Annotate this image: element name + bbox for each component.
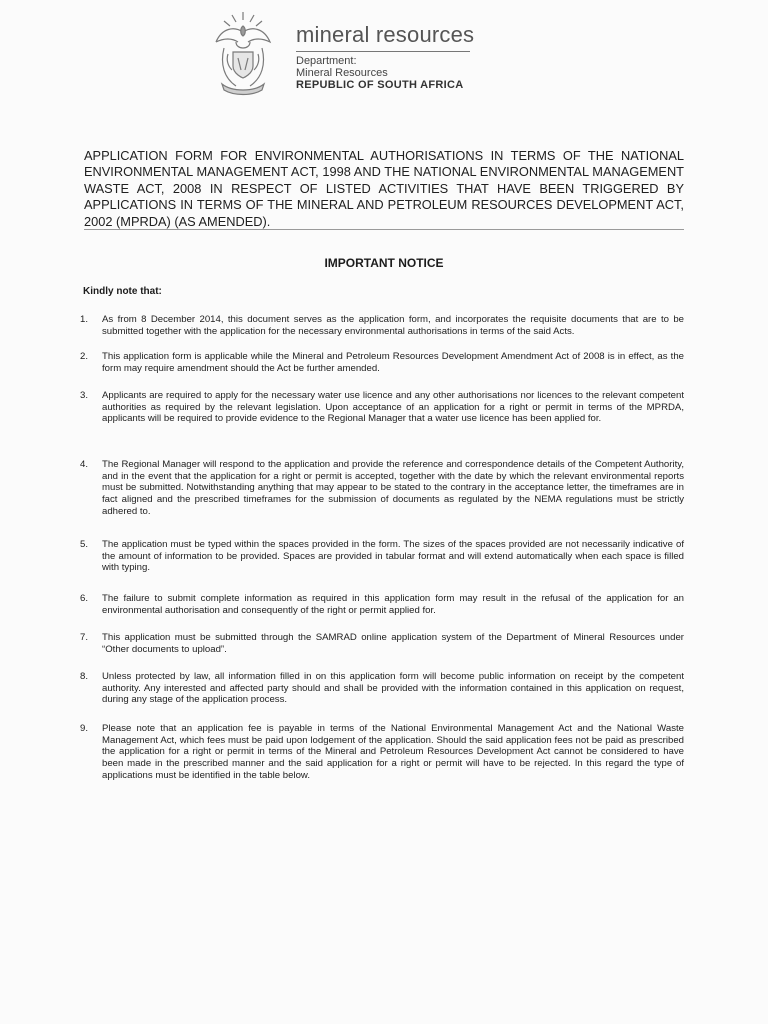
notice-item bbox=[80, 314, 684, 337]
letterhead-divider bbox=[296, 51, 470, 52]
notice-item bbox=[80, 459, 684, 518]
notice-item bbox=[80, 351, 684, 374]
notice-number: 5. bbox=[80, 539, 89, 550]
notice-item bbox=[80, 723, 684, 782]
notice-item bbox=[80, 632, 684, 655]
coat-of-arms-icon bbox=[210, 8, 276, 98]
notice-text: This application must be submitted through the SAMRAD online application system of the Department of Mineral Resources under “Other documents to upload”. bbox=[102, 632, 684, 655]
notice-heading: IMPORTANT NOTICE bbox=[324, 256, 444, 270]
letterhead-department-name: Mineral Resources bbox=[296, 67, 388, 79]
notice-number: 3. bbox=[80, 390, 89, 401]
letterhead-department-label: Department: bbox=[296, 55, 357, 67]
title-divider bbox=[84, 229, 684, 230]
notice-text: This application form is applicable while the Mineral and Petroleum Resources Development Amendment Act of 2008 is in effect, as the form may require amendment should the Act be further amended. bbox=[102, 351, 684, 374]
notice-item bbox=[80, 539, 684, 574]
notice-number: 4. bbox=[80, 459, 89, 470]
notice-number: 9. bbox=[80, 723, 89, 734]
notice-item bbox=[80, 390, 684, 425]
notice-number: 2. bbox=[80, 351, 89, 362]
letterhead-country: REPUBLIC OF SOUTH AFRICA bbox=[296, 79, 464, 91]
notice-number: 8. bbox=[80, 671, 89, 682]
notice-number: 6. bbox=[80, 593, 89, 604]
notice-text: The Regional Manager will respond to the application and provide the reference and correspondence details of the Competent Authority, and in the event that the application for a right or permit is accepted, together with the date by which the relevant environmental reports must be submitted. Notwithstanding anything that may appear to be stated to the contrary in the acceptance letter, the timeframes are in fact aligned and the prescribed timeframes for the submission of documents as regulated by the NEMA regulations must be strictly adhered to. bbox=[102, 459, 684, 517]
document-title: APPLICATION FORM FOR ENVIRONMENTAL AUTHORISATIONS IN TERMS OF THE NATIONAL ENVIRONMENTAL MANAGEMENT ACT, 1998 AND THE NATIONAL ENVIRONMENTAL MANAGEMENT WASTE ACT, 2008 IN RESPECT OF LISTED ACTIVITIES THAT HAVE BEEN TRIGGERED BY APPLICATIONS IN TERMS OF THE MINERAL AND PETROLEUM RESOURCES DEVELOPMENT ACT, 2002 (MPRDA) (AS AMENDED). bbox=[84, 148, 684, 229]
notice-intro: Kindly note that: bbox=[83, 286, 162, 297]
notice-text: Please note that an application fee is payable in terms of the National Environmental Management Act and the National Waste Management Act, which fees must be paid upon lodgement of the application. Should the said application fees not be paid as prescribed the application for a right or permit in terms of the Mineral and Petroleum Resources Development Act cannot be considered to have been made in the prescribed manner and the said application for a right or permit will have to be rejected. In this regard the type of applications must be identified in the table below. bbox=[102, 723, 684, 781]
notice-text: The failure to submit complete information as required in this application form may result in the refusal of the application for an environmental authorisation and consequently of the right or permit applied for. bbox=[102, 593, 684, 616]
notice-text: The application must be typed within the spaces provided in the form. The sizes of the spaces provided are not necessarily indicative of the amount of information to be provided. Spaces are provided in tabular format and will extend automatically when each space is filled with typing. bbox=[102, 539, 684, 574]
notice-number: 7. bbox=[80, 632, 89, 643]
notice-item bbox=[80, 671, 684, 706]
notice-text: As from 8 December 2014, this document serves as the application form, and incorporates the requisite documents that are to be submitted together with the application for the necessary environmental authorisations in terms of the said Acts. bbox=[102, 314, 684, 337]
notice-number: 1. bbox=[80, 314, 89, 325]
notice-text: Unless protected by law, all information filled in on this application form will become public information on receipt by the competent authority. Any interested and affected party should and shall be provided with the information contained in this application on request, during any stage of the application process. bbox=[102, 671, 684, 706]
letterhead-org-name: mineral resources bbox=[296, 22, 475, 47]
notice-item bbox=[80, 593, 684, 616]
notice-text: Applicants are required to apply for the necessary water use licence and any other authorisations nor licences to the relevant competent authorities as required by the relevant legislation. Upon acceptance of an application for a right or permit in terms of the MPRDA, applicants will be required to provide evidence to the Regional Manager that a water use licence has been applied for. bbox=[102, 390, 684, 425]
